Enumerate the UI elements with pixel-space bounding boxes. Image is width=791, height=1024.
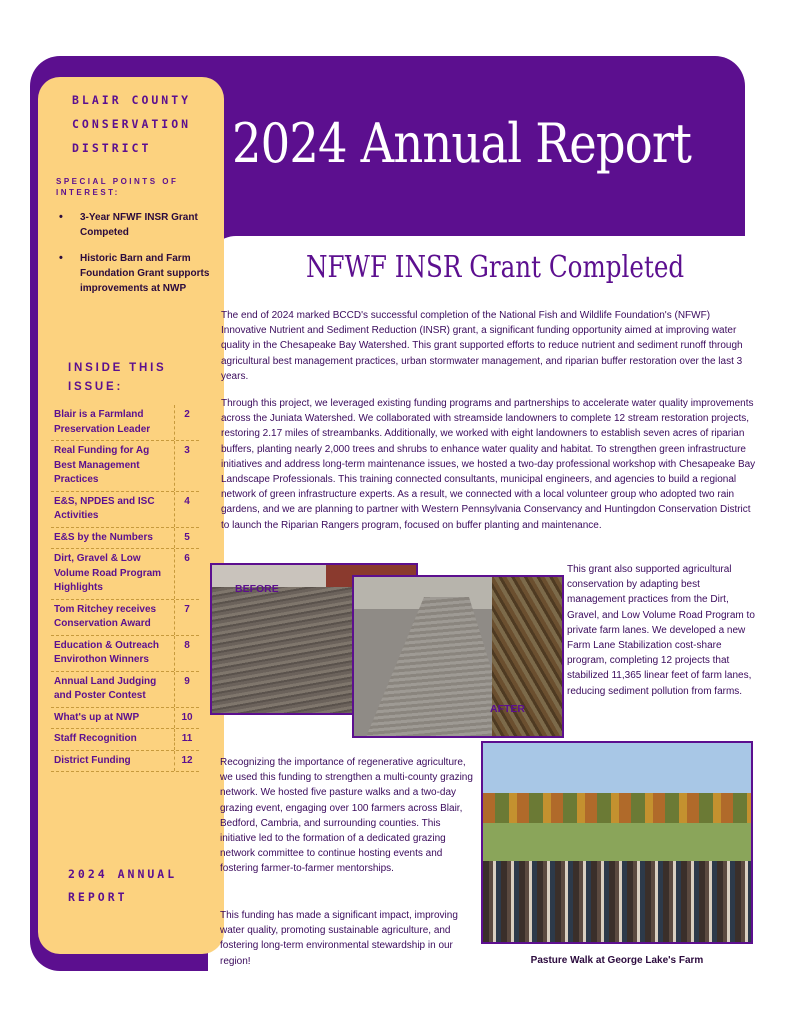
paragraph-intro: The end of 2024 marked BCCD's successful completion of the National Fish and Wildlife Foundation's (NFWF) Innovative Nutrient and Sediment Reduction (INSR) grant, a significant funding opportunity aimed at improving water quality in the Chesapeake Bay Watershed. This grant supported efforts to reduce nutrient and sediment runoff through agricultural best management practices, urban stormwater management, and riparian buffer restoration over the last 3 years.: [221, 310, 743, 382]
page-title: 2024 Annual Report: [232, 112, 692, 175]
toc-title: Tom Ritchey receives Conservation Award: [51, 600, 175, 635]
before-label: BEFORE: [235, 583, 279, 595]
toc-page: 9: [184, 675, 190, 687]
toc-row[interactable]: [51, 441, 199, 492]
toc-row[interactable]: [51, 708, 199, 730]
toc-title: Annual Land Judging and Poster Contest: [51, 672, 175, 707]
photo-caption: Pasture Walk at George Lake's Farm: [530, 955, 704, 966]
toc-title: Blair is a Farmland Preservation Leader: [51, 405, 175, 440]
toc-page: 7: [184, 603, 190, 615]
special-point-item: • Historic Barn and Farm Foundation Grant supports improvements at NWP: [56, 251, 214, 296]
table-of-contents: [51, 405, 199, 772]
special-point-item: • 3-Year NFWF INSR Grant Competed: [56, 210, 214, 240]
toc-title: E&S, NPDES and ISC Activities: [51, 492, 175, 527]
inside-issue-title: INSIDE THIS ISSUE:: [68, 362, 167, 393]
article-title: NFWF INSR Grant Completed: [306, 250, 685, 285]
paragraph-impact: This funding has made a significant impact, improving water quality, promoting sustainable agriculture, and fostering long-term environmental stewardship in our region!: [220, 910, 458, 967]
toc-page: 10: [181, 711, 193, 723]
pasture-walk-photo: [481, 741, 753, 944]
special-points-title: SPECIAL POINTS OF INTEREST:: [56, 177, 179, 197]
toc-page: 5: [184, 531, 190, 543]
toc-title: Education & Outreach Envirothon Winners: [51, 636, 175, 671]
toc-page: 4: [184, 495, 190, 507]
paragraph-farm-lanes: This grant also supported agricultural conservation by adapting best management practices from the Dirt, Gravel, and Low Volume Road Program to private farm lanes. We developed a new Farm Lane Stabilization cost-share program, completing 12 projects that stabilized 11,365 linear feet of farm lanes, reducing sediment pollution from farms.: [567, 564, 755, 697]
toc-row[interactable]: [51, 600, 199, 636]
toc-row[interactable]: [51, 549, 199, 600]
toc-page: 12: [181, 754, 193, 766]
after-photo: [352, 575, 564, 738]
toc-row[interactable]: [51, 528, 199, 550]
paragraph-project: Through this project, we leveraged existing funding programs and partnerships to accelerate water quality improvements across the Juniata Watershed. We collaborated with streamside landowners to complete 12 stream restoration projects, restoring 2.17 miles of streambanks. Additionally, we worked with eight landowners to establish seven acres of riparian buffers, planting nearly 2,000 trees and shrubs to enhance water quality and habitat. To strengthen green infrastructure initiatives and address long-term maintenance issues, we hosted a two-day professional workshop with Chesapeake Bay Landscape Professionals. This training connected consultants, municipal engineers, and agencies to build a regional network of green infrastructure experts. As a result, we connected with a local volunteer group who adopted two rain gardens, and we are planning to partner with Western Pennsylvania Conservancy and Huntingdon Conservation District to launch the Riparian Rangers program, focused on buffer planting and maintenance.: [221, 398, 756, 531]
toc-row[interactable]: [51, 636, 199, 672]
toc-title: District Funding: [51, 751, 175, 772]
paragraph-grazing: Recognizing the importance of regenerative agriculture, we used this funding to strengthen a multi-county grazing network. We hosted five pasture walks and a two-day grazing event, engaging over 100 farmers across Blair, Bedford, Cambria, and surrounding counties. This initiative led to the formation of a dedicated grazing network committee to continue hosting events and fostering farmer-to-farmer mentorships.: [220, 757, 473, 875]
toc-title: E&S by the Numbers: [51, 528, 175, 549]
toc-row[interactable]: [51, 751, 199, 773]
toc-page: 11: [181, 733, 193, 744]
toc-row[interactable]: [51, 729, 199, 751]
toc-page: 2: [184, 409, 190, 420]
toc-title: What's up at NWP: [51, 708, 175, 729]
toc-page: 8: [184, 639, 190, 651]
toc-row[interactable]: [51, 405, 199, 441]
toc-title: Dirt, Gravel & Low Volume Road Program Highlights: [51, 549, 175, 599]
annual-report-label: 2024 ANNUAL REPORT: [68, 867, 178, 904]
toc-row[interactable]: [51, 492, 199, 528]
toc-page: 3: [184, 445, 190, 456]
toc-page: 6: [184, 553, 190, 564]
organization-name: BLAIR COUNTY CONSERVATION DISTRICT: [72, 93, 192, 155]
toc-title: Staff Recognition: [51, 729, 175, 750]
after-label: AFTER: [490, 703, 525, 715]
toc-row[interactable]: [51, 672, 199, 708]
special-points-list: [56, 210, 214, 307]
toc-title: Real Funding for Ag Best Management Practices: [51, 441, 175, 491]
